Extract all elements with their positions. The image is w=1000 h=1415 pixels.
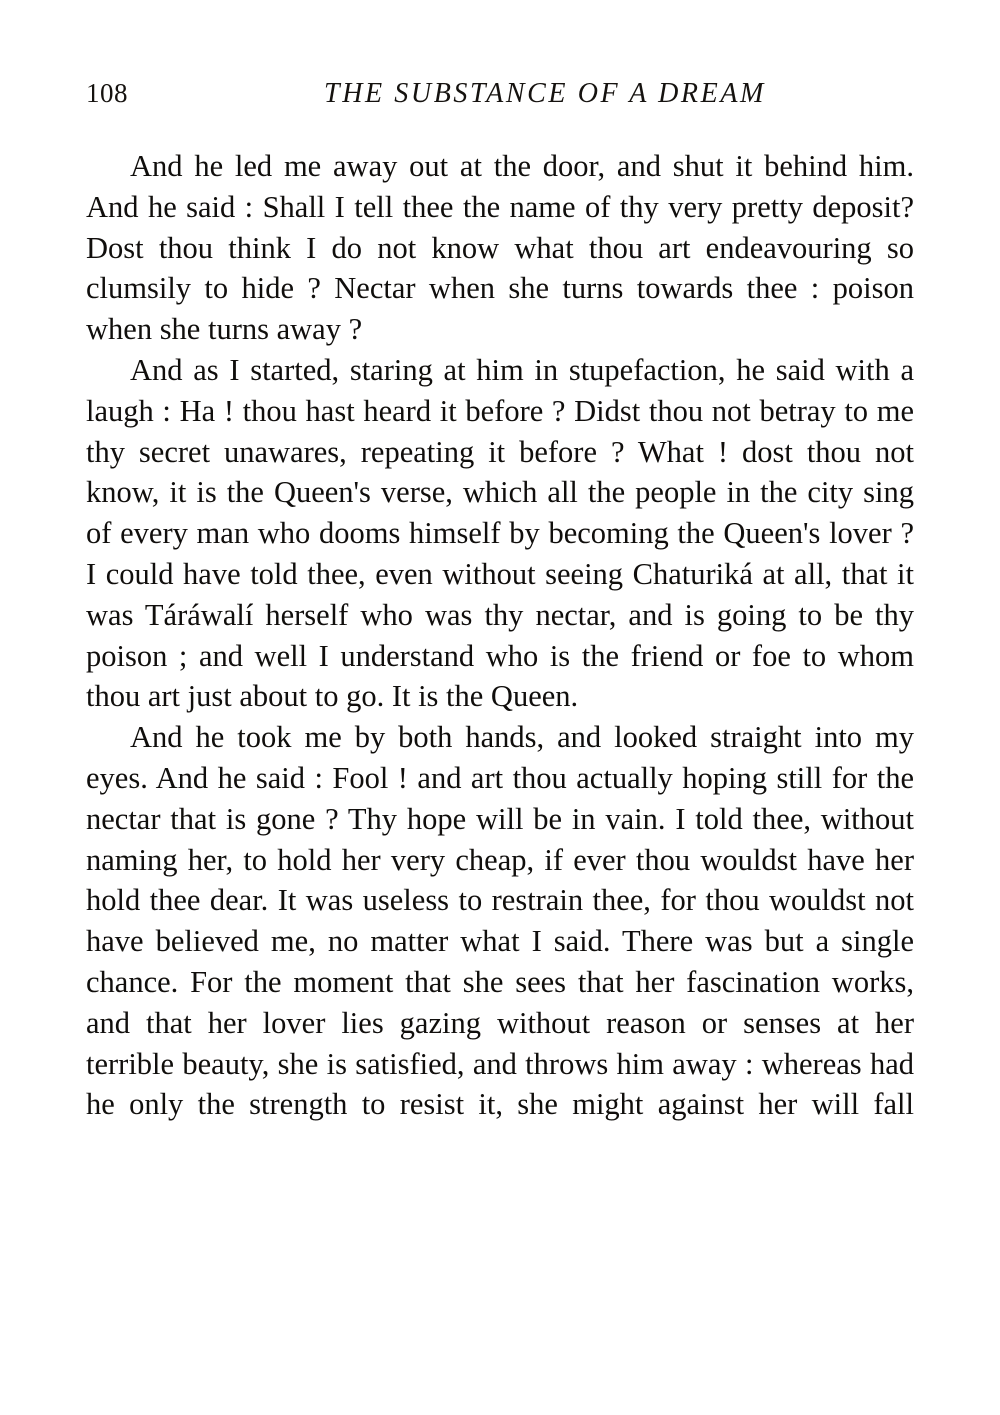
page-number: 108 (86, 78, 128, 108)
running-title: THE SUBSTANCE OF A DREAM (324, 78, 766, 109)
paragraph: And he took me by both hands, and looked straight into my eyes. And he said : Fool ! and art thou actually hoping still for the nectar that is gone ? Thy hope will be in vain. I told thee, without naming her, to hold her very cheap, if ever thou wouldst have her hold thee dear. It was useless to restrain thee, for thou wouldst not have believed me, no matter what I said. There was but a single chance. For the moment that she sees that her fascination works, and that her lover lies gazing without reason or senses at her terrible beauty, she is satisfied, and throws him away : whereas had he only the strength to resist it, she might against her will fall (86, 720, 914, 1122)
page-header (86, 78, 914, 130)
page-body (86, 146, 914, 1125)
paragraph: And as I started, staring at him in stupefaction, he said with a laugh : Ha ! thou hast heard it before ? Didst thou not betray to me thy secret unawares, repeating it before ? What ! dost thou not know, it is the Queen's verse, which all the people in the city sing of every man who dooms himself by becoming the Queen's lover ? I could have told thee, even without seeing Chaturiká at all, that it was Táráwalí herself who was thy nectar, and is going to be thy poison ; and well I understand who is the friend or foe to whom thou art just about to go. It is the Queen. (86, 352, 914, 714)
paragraph: And he led me away out at the door, and shut it behind him. And he said : Shall I tell thee the name of thy very pretty deposit? Dost thou think I do not know what thou art endeavouring so clumsily to hide ? Nectar when she turns towards thee : poison when she turns away ? (86, 149, 914, 347)
